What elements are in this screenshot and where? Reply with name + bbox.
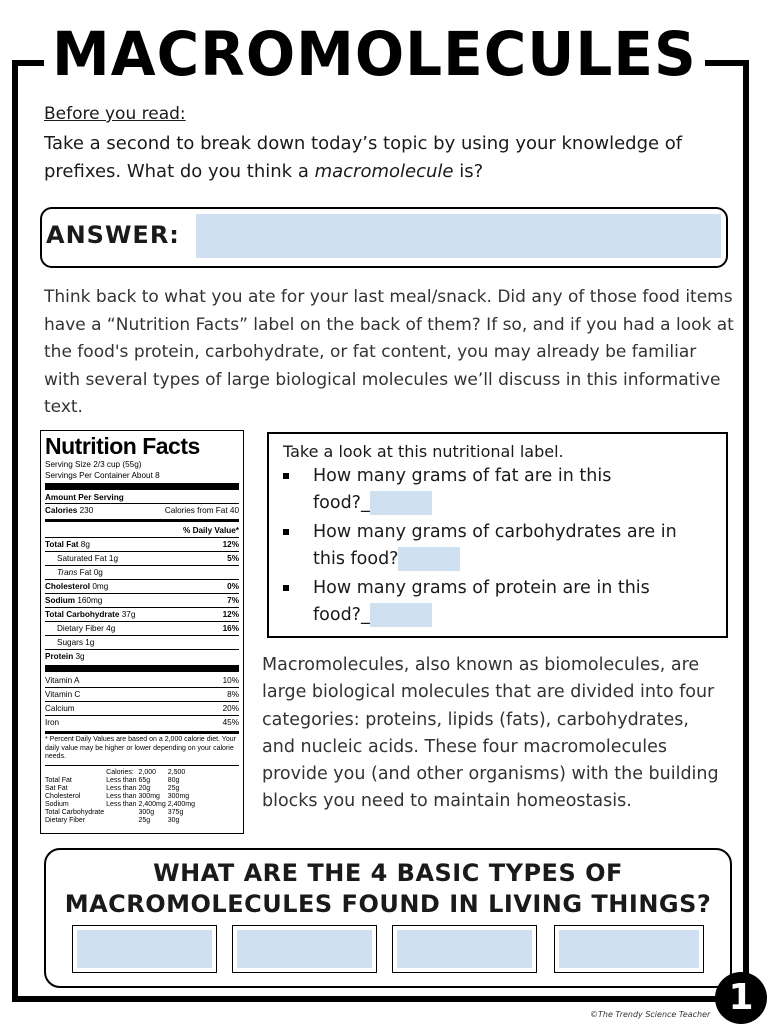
type-answer-fill (77, 930, 212, 968)
bullet-icon (283, 585, 289, 591)
bullet-icon (283, 473, 289, 479)
nutrient-value: 4g (106, 624, 116, 633)
daily-values-cell: Sodium (45, 800, 69, 808)
type-answer-4[interactable] (554, 925, 704, 973)
daily-values-row (45, 809, 197, 817)
daily-values-cell: 2,000 (138, 768, 157, 776)
daily-values-cell: 2,400mg (138, 800, 166, 808)
daily-values-cell: Less than (106, 776, 137, 784)
vitamin-label: Vitamin A (45, 676, 80, 685)
nutrient-dv: 7% (227, 596, 239, 605)
daily-values-cell: Less than (106, 800, 137, 808)
nutrition-footnote: * Percent Daily Values are based on a 2,000 calorie diet. Your daily value may be higher or lower depending on your calorie needs. (45, 736, 236, 760)
daily-values-cell: Less than (106, 784, 137, 792)
nutrient-dv: 5% (227, 554, 239, 563)
nutrient-row (45, 565, 239, 579)
types-question-line1: WHAT ARE THE 4 BASIC TYPES OF (153, 859, 623, 887)
nutrient-value: 37g (121, 610, 136, 619)
type-answer-3[interactable] (392, 925, 537, 973)
nutrient-row (45, 551, 239, 565)
nutrition-title: Nutrition Facts (45, 433, 200, 459)
nutrition-facts-label (40, 430, 244, 834)
daily-values-cell: 300mg (138, 792, 160, 800)
daily-values-cell: 300mg (167, 792, 190, 800)
daily-values-cell: Total Carbohydrate (45, 808, 105, 816)
answer-label: ANSWER: (46, 221, 180, 249)
vitamin-rows (45, 674, 239, 729)
divider (45, 731, 239, 734)
question-line2: this food? (313, 549, 399, 569)
daily-values-row (45, 793, 197, 801)
dv-header-row (45, 524, 239, 537)
protein-answer-input[interactable] (370, 603, 432, 627)
nutrient-label: Dietary Fiber (57, 624, 104, 633)
dv-header: % Daily Value* (183, 526, 239, 535)
credit-text: ©The Trendy Science Teacher (590, 1010, 711, 1019)
nutrient-dv: 16% (222, 624, 239, 633)
nutrient-row (45, 621, 239, 635)
daily-values-cell: 25g (167, 784, 180, 792)
daily-values-table (45, 769, 197, 825)
daily-values-cell (106, 809, 138, 817)
question-line1: How many grams of protein are in this (313, 578, 650, 598)
fat-answer-input[interactable] (370, 491, 432, 515)
vitamin-dv: 10% (222, 676, 239, 685)
title-banner (44, 14, 705, 94)
question-box (267, 432, 728, 638)
type-answer-fill (559, 930, 699, 968)
daily-values-cell: 30g (167, 816, 180, 824)
intro-emphasis: macromolecule (314, 161, 454, 182)
nutrient-value: 0mg (92, 582, 109, 591)
servings-per-container: Servings Per Container About 8 (45, 471, 160, 480)
daily-values-row (45, 769, 197, 777)
divider (45, 483, 239, 490)
vitamin-row (45, 674, 239, 687)
bullet-icon (283, 529, 289, 535)
page-title: MACROMOLECULES (52, 18, 697, 90)
type-answer-1[interactable] (72, 925, 217, 973)
vitamin-label: Vitamin C (45, 690, 81, 699)
daily-values-row (45, 777, 197, 785)
question-line2: food? (313, 605, 361, 625)
question-line1: How many grams of fat are in this (313, 466, 612, 486)
calories-value: 230 (79, 506, 94, 515)
nutrient-label: Sugars (57, 638, 83, 647)
daily-values-cell: Dietary Fiber (45, 816, 86, 824)
intro-text (44, 130, 714, 186)
daily-values-cell: Total Fat (45, 776, 72, 784)
daily-values-cell: 2,500 (167, 768, 186, 776)
nutrient-row (45, 635, 239, 649)
page-number: 1 (715, 972, 767, 1024)
type-answer-fill (237, 930, 372, 968)
daily-values-cell: Sat Fat (45, 784, 68, 792)
types-question-box (44, 848, 732, 988)
daily-values-cell (45, 769, 106, 777)
nutrient-label: Sodium (45, 596, 76, 605)
nutrient-label: Total Fat (45, 540, 79, 549)
vitamin-row (45, 687, 239, 701)
daily-values-cell: Less than (106, 792, 137, 800)
vitamin-row (45, 715, 239, 729)
nutrient-row (45, 537, 239, 551)
amount-per-serving: Amount Per Serving (45, 493, 124, 502)
answer-input[interactable] (196, 214, 721, 258)
nutrient-value: 8g (80, 540, 90, 549)
nutrient-row (45, 579, 239, 593)
nutrient-row (45, 593, 239, 607)
vitamin-dv: 20% (222, 704, 239, 713)
daily-values-cell: 300g (138, 808, 155, 816)
nutrient-label: Cholesterol (45, 582, 91, 591)
intro-text-after: is? (453, 161, 484, 182)
nutrient-rows (45, 537, 239, 663)
nutrient-value: 3g (75, 652, 85, 661)
divider (45, 665, 239, 672)
divider (45, 519, 239, 522)
daily-values-row (45, 785, 197, 793)
nutrient-dv: 12% (222, 540, 239, 549)
question-item (283, 519, 712, 573)
macromolecules-paragraph: Macromolecules, also known as biomolecules, are large biological molecules that are divided into four categories: proteins, lipids (fats), carbohydrates, and nucleic acids. These four macromolecules provide you (and other organisms) with the building blocks you need to maintain homeostasis. (262, 655, 719, 812)
nutrient-label: Trans (57, 568, 78, 577)
answer-box (40, 207, 728, 268)
daily-values-cell: Cholesterol (45, 792, 81, 800)
daily-values-cell (106, 817, 138, 825)
vitamin-label: Iron (45, 718, 60, 727)
daily-values-cell: 65g (138, 776, 151, 784)
nutrient-label: Saturated Fat (57, 554, 107, 563)
vitamin-label: Calcium (45, 704, 75, 713)
carbohydrate-answer-input[interactable] (398, 547, 460, 571)
nutrient-label: Total Carbohydrate (45, 610, 120, 619)
types-question (46, 858, 730, 920)
question-line1: How many grams of carbohydrates are in (313, 522, 677, 542)
vitamin-dv: 8% (227, 690, 239, 699)
daily-values-cell: 20g (138, 784, 151, 792)
question-heading: Take a look at this nutritional label. (283, 442, 564, 461)
serving-size: Serving Size 2/3 cup (55g) (45, 460, 142, 469)
calories-label: Calories (45, 506, 78, 515)
calories-from-fat: Calories from Fat 40 (164, 506, 239, 515)
daily-values-cell: 2,400mg (167, 800, 196, 808)
nutrient-dv: 0% (227, 582, 239, 591)
daily-values-row (45, 801, 197, 809)
nutrient-row (45, 649, 239, 663)
type-answer-2[interactable] (232, 925, 377, 973)
daily-values-cell: 80g (167, 776, 180, 784)
nutrient-value: Fat 0g (79, 568, 103, 577)
intro-text-before: Take a second to break down today’s topic by using your knowledge of prefixes. What do you think a (44, 133, 683, 182)
question-item: How many grams of fat are in this food?_ (283, 463, 712, 517)
calories-row (45, 503, 239, 517)
daily-values-row (45, 817, 197, 825)
nutrient-value: 1g (108, 554, 118, 563)
nutrient-label: Protein (45, 652, 74, 661)
daily-values-cell: Calories: (106, 768, 134, 776)
divider (45, 765, 239, 766)
daily-values-cell: 25g (138, 816, 151, 824)
types-question-line2: MACROMOLECULES FOUND IN LIVING THINGS? (64, 890, 712, 918)
before-you-read-label: Before you read: (44, 104, 186, 124)
nutrient-row (45, 607, 239, 621)
nutrient-value: 1g (85, 638, 95, 647)
vitamin-dv: 45% (222, 718, 239, 727)
intro-paragraph: Think back to what you ate for your last meal/snack. Did any of those food items have a “Nutrition Facts” label on the back of them? If so, and if you had a look at the food's protein, carbohydrate, or fat content, you may already be familiar with several types of large biological molecules we’ll discuss in this informative text. (44, 287, 734, 417)
question-item: How many grams of protein are in this food?_ (283, 575, 712, 629)
daily-values-cell: 375g (167, 808, 184, 816)
nutrient-value: 160mg (77, 596, 103, 605)
vitamin-row (45, 701, 239, 715)
nutrient-dv: 12% (222, 610, 239, 619)
question-line2: food? (313, 493, 361, 513)
type-answer-fill (397, 930, 532, 968)
